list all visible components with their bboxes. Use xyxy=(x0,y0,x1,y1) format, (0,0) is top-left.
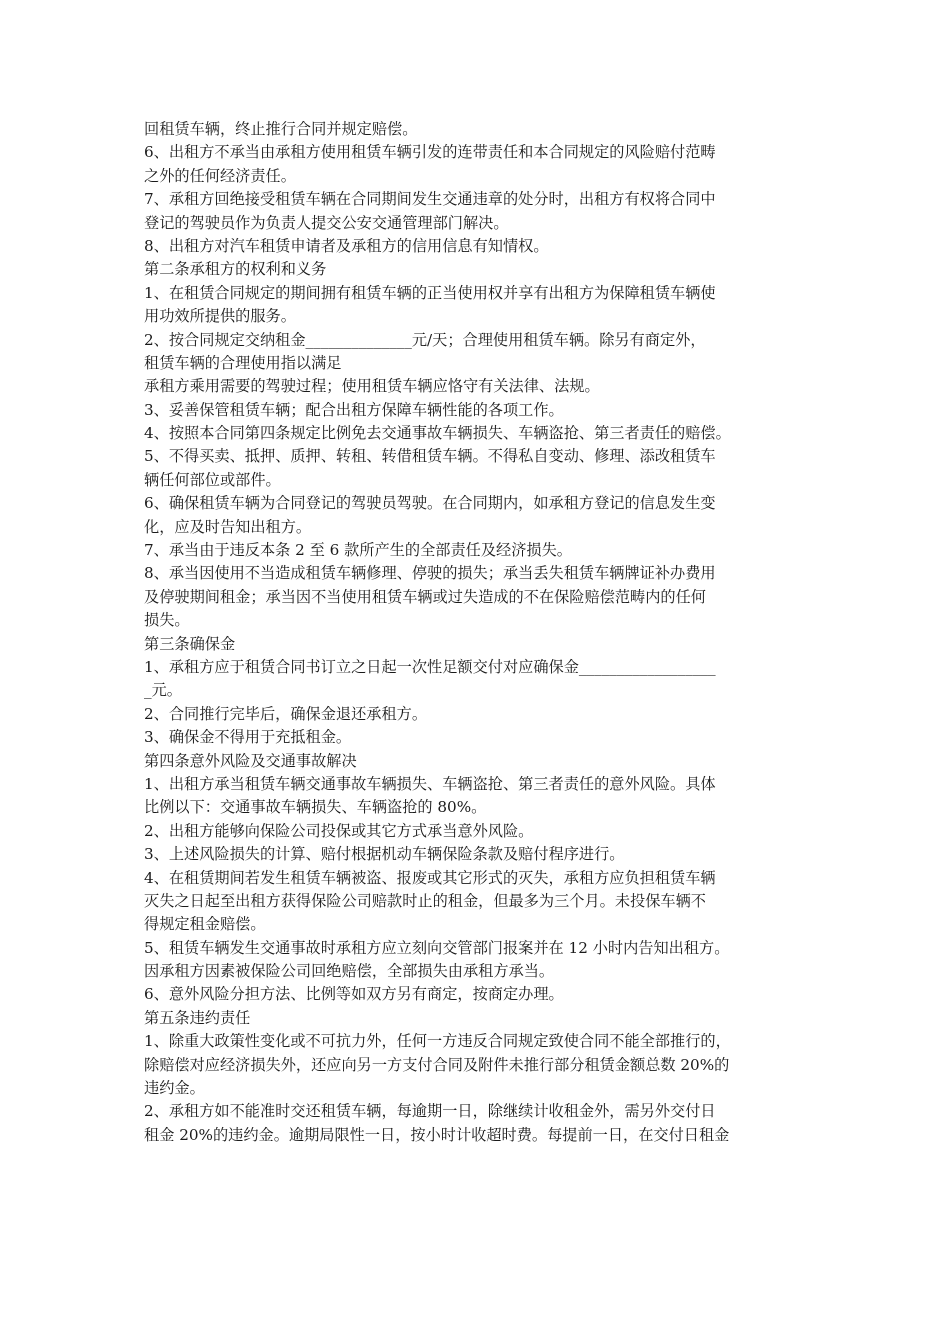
section-heading: 第五条违约责任 xyxy=(144,1008,251,1027)
section-heading: 第四条意外风险及交通事故解决 xyxy=(144,751,357,770)
text-line: 2、出租方能够向保险公司投保或其它方式承当意外风险。 xyxy=(144,821,534,840)
text-line: 1、除重大政策性变化或不可抗力外，任何一方违反合同规定致使合同不能全部推行的， xyxy=(144,1032,731,1051)
text-line: 用功效所提供的服务。 xyxy=(144,307,296,326)
text-line: 6、确保租赁车辆为合同登记的驾驶员驾驶。在合同期内，如承租方登记的信息发生变 xyxy=(144,494,716,513)
text-line: 登记的驾驶员作为负责人提交公安交通管理部门解决。 xyxy=(144,213,509,232)
text-line: 7、承当由于违反本条 2 至 6 款所产生的全部责任及经济损失。 xyxy=(144,541,572,560)
text-line: 之外的任何经济责任。 xyxy=(144,166,296,185)
text-line: 灭失之日起至出租方获得保险公司赔款时止的租金，但最多为三个月。未投保车辆不 xyxy=(144,891,706,910)
text-line: 2、合同推行完毕后，确保金退还承租方。 xyxy=(144,704,428,723)
text-line: _元。 xyxy=(144,681,182,700)
document-body xyxy=(144,118,816,1147)
text-line: 租金 20%的违约金。逾期局限性一日，按小时计收超时费。每提前一日，在交付日租金 xyxy=(144,1125,730,1144)
text-line: 损失。 xyxy=(144,611,190,630)
text-line: 1、在租赁合同规定的期间拥有租赁车辆的正当使用权并享有出租方为保障租赁车辆使 xyxy=(144,283,716,302)
text-line: 租赁车辆的合理使用指以满足 xyxy=(144,353,342,372)
text-line: 辆任何部位或部件。 xyxy=(144,470,281,489)
text-line: 2、承租方如不能准时交还租赁车辆，每逾期一日，除继续计收租金外，需另外交付日 xyxy=(144,1102,716,1121)
text-line: 及停驶期间租金；承当因不当使用租赁车辆或过失造成的不在保险赔偿范畴内的任何 xyxy=(144,587,706,606)
text-line: 5、不得买卖、抵押、质押、转租、转借租赁车辆。不得私自变动、修理、添改租赁车 xyxy=(144,447,716,466)
text-line: 8、承当因使用不当造成租赁车辆修理、停驶的损失；承当丢失租赁车辆牌证补办费用 xyxy=(144,564,716,583)
text-line: 比例以下：交通事故车辆损失、车辆盗抢的 80%。 xyxy=(144,798,487,817)
text-line: 3、妥善保管租赁车辆；配合出租方保障车辆性能的各项工作。 xyxy=(144,400,564,419)
text-line: 2、按合同规定交纳租金______________元/天；合理使用租赁车辆。除另有商定外， xyxy=(144,330,706,349)
text-line: 4、在租赁期间若发生租赁车辆被盗、报废或其它形式的灭失，承租方应负担租赁车辆 xyxy=(144,868,716,887)
text-line: 7、承租方回绝接受租赁车辆在合同期间发生交通违章的处分时，出租方有权将合同中 xyxy=(144,190,716,209)
text-line: 1、承租方应于租赁合同书订立之日起一次性足额交付对应确保金__________________ xyxy=(144,657,716,676)
text-line: 3、上述风险损失的计算、赔付根据机动车辆保险条款及赔付程序进行。 xyxy=(144,845,625,864)
text-line: 6、意外风险分担方法、比例等如双方另有商定，按商定办理。 xyxy=(144,985,564,1004)
section-heading: 第二条承租方的权利和义务 xyxy=(144,260,327,279)
text-line: 4、按照本合同第四条规定比例免去交通事故车辆损失、车辆盗抢、第三者责任的赔偿。 xyxy=(144,424,731,443)
text-line: 化，应及时告知出租方。 xyxy=(144,517,312,536)
text-line: 因承租方因素被保险公司回绝赔偿，全部损失由承租方承当。 xyxy=(144,962,555,981)
text-line: 6、出租方不承当由承租方使用租赁车辆引发的连带责任和本合同规定的风险赔付范畴 xyxy=(144,143,716,162)
text-line: 回租赁车辆，终止推行合同并规定赔偿。 xyxy=(144,120,418,138)
text-line: 得规定租金赔偿。 xyxy=(144,915,266,934)
text-line: 3、确保金不得用于充抵租金。 xyxy=(144,728,352,747)
text-line: 1、出租方承当租赁车辆交通事故车辆损失、车辆盗抢、第三者责任的意外风险。具体 xyxy=(144,774,716,793)
text-line: 除赔偿对应经济损失外，还应向另一方支付合同及附件未推行部分租赁金额总数 20%的 xyxy=(144,1055,730,1074)
section-heading: 第三条确保金 xyxy=(144,634,236,653)
text-line: 承租方乘用需要的驾驶过程；使用租赁车辆应恪守有关法律、法规。 xyxy=(144,377,600,396)
text-line: 5、租赁车辆发生交通事故时承租方应立刻向交管部门报案并在 12 小时内告知出租方。 xyxy=(144,938,730,957)
text-line: 8、出租方对汽车租赁申请者及承租方的信用信息有知情权。 xyxy=(144,236,549,255)
text-line: 违约金。 xyxy=(144,1079,205,1098)
